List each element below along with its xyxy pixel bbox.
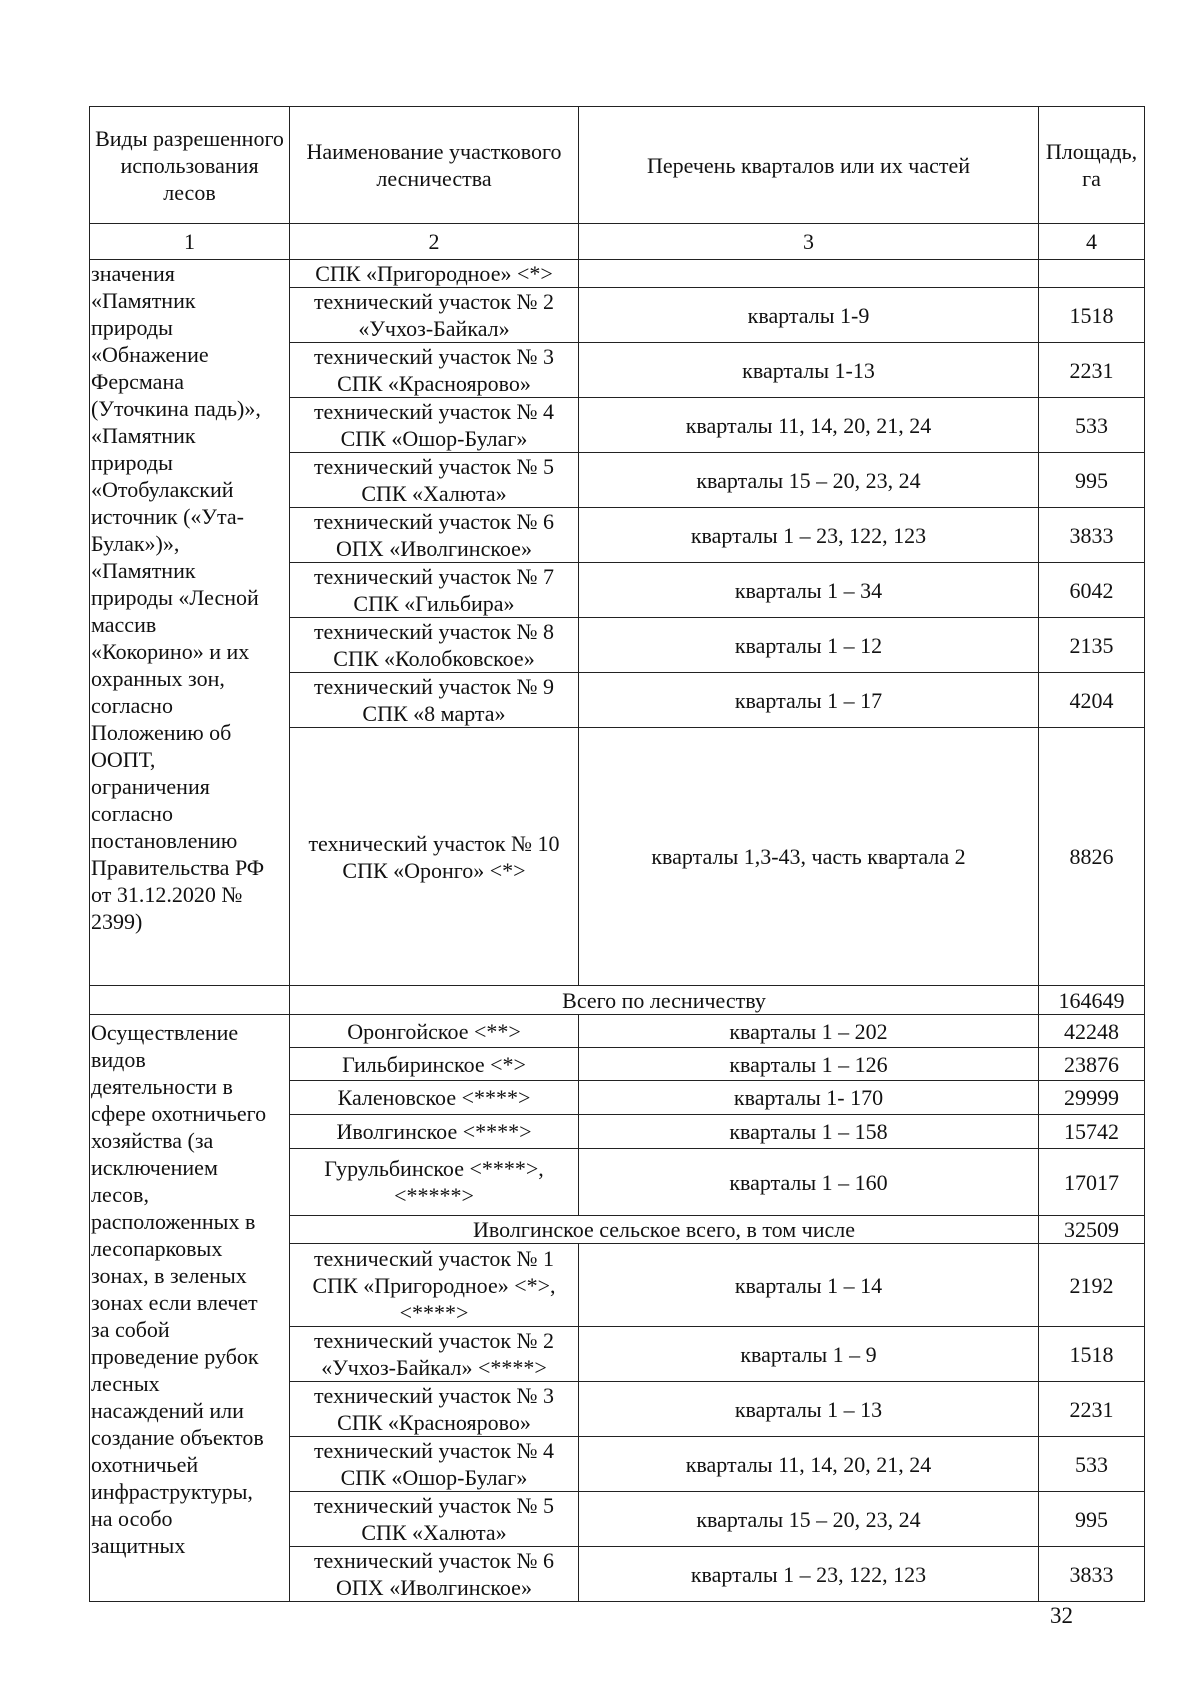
header-col-2: Наименование участкового лесничества	[290, 107, 579, 224]
table-row	[90, 260, 1145, 288]
quarters-list: кварталы 1 – 23, 122, 123	[579, 1547, 1039, 1602]
text-line: на особо	[91, 1506, 173, 1531]
text-line: значения	[91, 261, 175, 286]
text-line: ООПТ,	[91, 747, 156, 772]
quarters-list: кварталы 1- 170	[579, 1081, 1039, 1115]
quarters-list: кварталы 11, 14, 20, 21, 24	[579, 398, 1039, 453]
table-row	[90, 1015, 1145, 1048]
text-line: деятельности в	[91, 1074, 233, 1099]
area-value: 995	[1039, 453, 1145, 508]
quarters-list	[579, 260, 1039, 288]
subtotal-label: Иволгинское сельское всего, в том числе	[290, 1216, 1039, 1244]
area-value: 2135	[1039, 618, 1145, 673]
forestry-name: СПК «Пригородное» <*>	[290, 260, 579, 288]
quarters-list: кварталы 11, 14, 20, 21, 24	[579, 1437, 1039, 1492]
area-value: 2231	[1039, 1382, 1145, 1437]
text-line: инфраструктуры,	[91, 1479, 253, 1504]
header-col-3: Перечень кварталов или их частей	[579, 107, 1039, 224]
forestry-name: технический участок № 2 «Учхоз-Байкал»	[290, 288, 579, 343]
text-line: лесопарковых	[91, 1236, 223, 1261]
quarters-list: кварталы 1 – 12	[579, 618, 1039, 673]
text-line: зонах, в зеленых	[91, 1263, 247, 1288]
quarters-list: кварталы 1 – 14	[579, 1244, 1039, 1327]
forestry-name: Оронгойское <**>	[290, 1015, 579, 1048]
quarters-list: кварталы 1,3-43, часть квартала 2	[579, 728, 1039, 986]
forestry-name: технический участок № 9 СПК «8 марта»	[290, 673, 579, 728]
area-value	[1039, 260, 1145, 288]
header-row	[90, 107, 1145, 224]
forestry-name: технический участок № 2 «Учхоз-Байкал» <****>	[290, 1327, 579, 1382]
text-line: «Кокорино» и их	[91, 639, 250, 664]
text-line: видов	[91, 1047, 146, 1072]
quarters-list: кварталы 1 – 9	[579, 1327, 1039, 1382]
forestry-name: Иволгинское <****>	[290, 1115, 579, 1149]
text-line: 2399)	[91, 909, 143, 934]
text-line: источник («Ута-	[91, 504, 244, 529]
subtotal-area: 32509	[1039, 1216, 1145, 1244]
area-value: 3833	[1039, 508, 1145, 563]
column-number: 4	[1039, 224, 1145, 260]
total-label: Всего по лесничеству	[290, 986, 1039, 1015]
forestry-name: технический участок № 5 СПК «Халюта»	[290, 453, 579, 508]
text-line: массив	[91, 612, 157, 637]
quarters-list: кварталы 1 – 160	[579, 1149, 1039, 1216]
area-value: 42248	[1039, 1015, 1145, 1048]
text-line: насаждений или	[91, 1398, 244, 1423]
text-line: «Памятник	[91, 288, 196, 313]
area-value: 1518	[1039, 288, 1145, 343]
text-line: «Памятник	[91, 558, 196, 583]
forestry-name: технический участок № 4 СПК «Ошор-Булаг»	[290, 1437, 579, 1492]
forestry-name: Гурульбинское <****>, <*****>	[290, 1149, 579, 1216]
forestry-name: технический участок № 6 ОПХ «Иволгинское»	[290, 508, 579, 563]
quarters-list: кварталы 1 – 158	[579, 1115, 1039, 1149]
forestry-name: технический участок № 6 ОПХ «Иволгинское»	[290, 1547, 579, 1602]
text-line: Ферсмана	[91, 369, 184, 394]
text-line: от 31.12.2020 №	[91, 882, 243, 907]
quarters-list: кварталы 1-13	[579, 343, 1039, 398]
text-line: Осуществление	[91, 1020, 239, 1045]
quarters-list: кварталы 15 – 20, 23, 24	[579, 1492, 1039, 1547]
forestry-name: Каленовское <****>	[290, 1081, 579, 1115]
text-line: охранных зон,	[91, 666, 225, 691]
quarters-list: кварталы 1 – 34	[579, 563, 1039, 618]
header-col-1: Виды разрешенного использования лесов	[90, 107, 290, 224]
area-value: 1518	[1039, 1327, 1145, 1382]
text-line: природы	[91, 450, 173, 475]
area-value: 6042	[1039, 563, 1145, 618]
area-value: 15742	[1039, 1115, 1145, 1149]
text-line: хозяйства (за	[91, 1128, 214, 1153]
text-line: согласно	[91, 693, 173, 718]
column-number-row	[90, 224, 1145, 260]
text-line: (Уточкина падь)»,	[91, 396, 261, 421]
quarters-list: кварталы 1 – 17	[579, 673, 1039, 728]
area-value: 533	[1039, 1437, 1145, 1492]
forestry-name: технический участок № 7 СПК «Гильбира»	[290, 563, 579, 618]
usage-type-cell-1	[90, 260, 290, 986]
quarters-list: кварталы 1 – 13	[579, 1382, 1039, 1437]
text-line: Булак»)»,	[91, 531, 180, 556]
forestry-name: технический участок № 10 СПК «Оронго» <*>	[290, 728, 579, 986]
area-value: 2192	[1039, 1244, 1145, 1327]
text-line: Положению об	[91, 720, 232, 745]
area-value: 8826	[1039, 728, 1145, 986]
total-area: 164649	[1039, 986, 1145, 1015]
text-line: за собой	[91, 1317, 170, 1342]
text-line: расположенных в	[91, 1209, 256, 1234]
forestry-name: Гильбиринское <*>	[290, 1048, 579, 1081]
text-line: ограничения	[91, 774, 210, 799]
area-value: 4204	[1039, 673, 1145, 728]
area-value: 995	[1039, 1492, 1145, 1547]
area-value: 533	[1039, 398, 1145, 453]
area-value: 23876	[1039, 1048, 1145, 1081]
quarters-list: кварталы 1-9	[579, 288, 1039, 343]
area-value: 3833	[1039, 1547, 1145, 1602]
quarters-list: кварталы 1 – 126	[579, 1048, 1039, 1081]
text-line: природы	[91, 315, 173, 340]
quarters-list: кварталы 1 – 23, 122, 123	[579, 508, 1039, 563]
column-number: 3	[579, 224, 1039, 260]
text-line: постановлению	[91, 828, 238, 853]
text-line: «Памятник	[91, 423, 196, 448]
empty-cell	[90, 986, 290, 1015]
text-line: «Обнажение	[91, 342, 209, 367]
text-line: Правительства РФ	[91, 855, 265, 880]
forestry-name: технический участок № 3 СПК «Красноярово»	[290, 343, 579, 398]
area-value: 29999	[1039, 1081, 1145, 1115]
text-line: зонах если влечет	[91, 1290, 258, 1315]
quarters-list: кварталы 1 – 202	[579, 1015, 1039, 1048]
forestry-name: технический участок № 5 СПК «Халюта»	[290, 1492, 579, 1547]
area-value: 17017	[1039, 1149, 1145, 1216]
header-col-4: Площадь, га	[1039, 107, 1145, 224]
page-number: 32	[1050, 1603, 1073, 1628]
text-line: природы «Лесной	[91, 585, 259, 610]
text-line: «Отобулакский	[91, 477, 234, 502]
total-row	[90, 986, 1145, 1015]
text-line: создание объектов	[91, 1425, 264, 1450]
text-line: сфере охотничьего	[91, 1101, 267, 1126]
text-line: охотничьей	[91, 1452, 199, 1477]
column-number: 2	[290, 224, 579, 260]
quarters-list: кварталы 15 – 20, 23, 24	[579, 453, 1039, 508]
text-line: проведение рубок	[91, 1344, 259, 1369]
usage-type-cell-2	[90, 1015, 290, 1602]
text-line: лесных	[91, 1371, 160, 1396]
area-value: 2231	[1039, 343, 1145, 398]
text-line: согласно	[91, 801, 173, 826]
forestry-name: технический участок № 8 СПК «Колобковское»	[290, 618, 579, 673]
text-line: защитных	[91, 1533, 186, 1558]
forestry-table	[89, 106, 1145, 1602]
forestry-name: технический участок № 4 СПК «Ошор-Булаг»	[290, 398, 579, 453]
text-line: лесов,	[91, 1182, 149, 1207]
forestry-name: технический участок № 1 СПК «Пригородное» <*>, <****>	[290, 1244, 579, 1327]
forestry-name: технический участок № 3 СПК «Красноярово»	[290, 1382, 579, 1437]
text-line: исключением	[91, 1155, 218, 1180]
column-number: 1	[90, 224, 290, 260]
